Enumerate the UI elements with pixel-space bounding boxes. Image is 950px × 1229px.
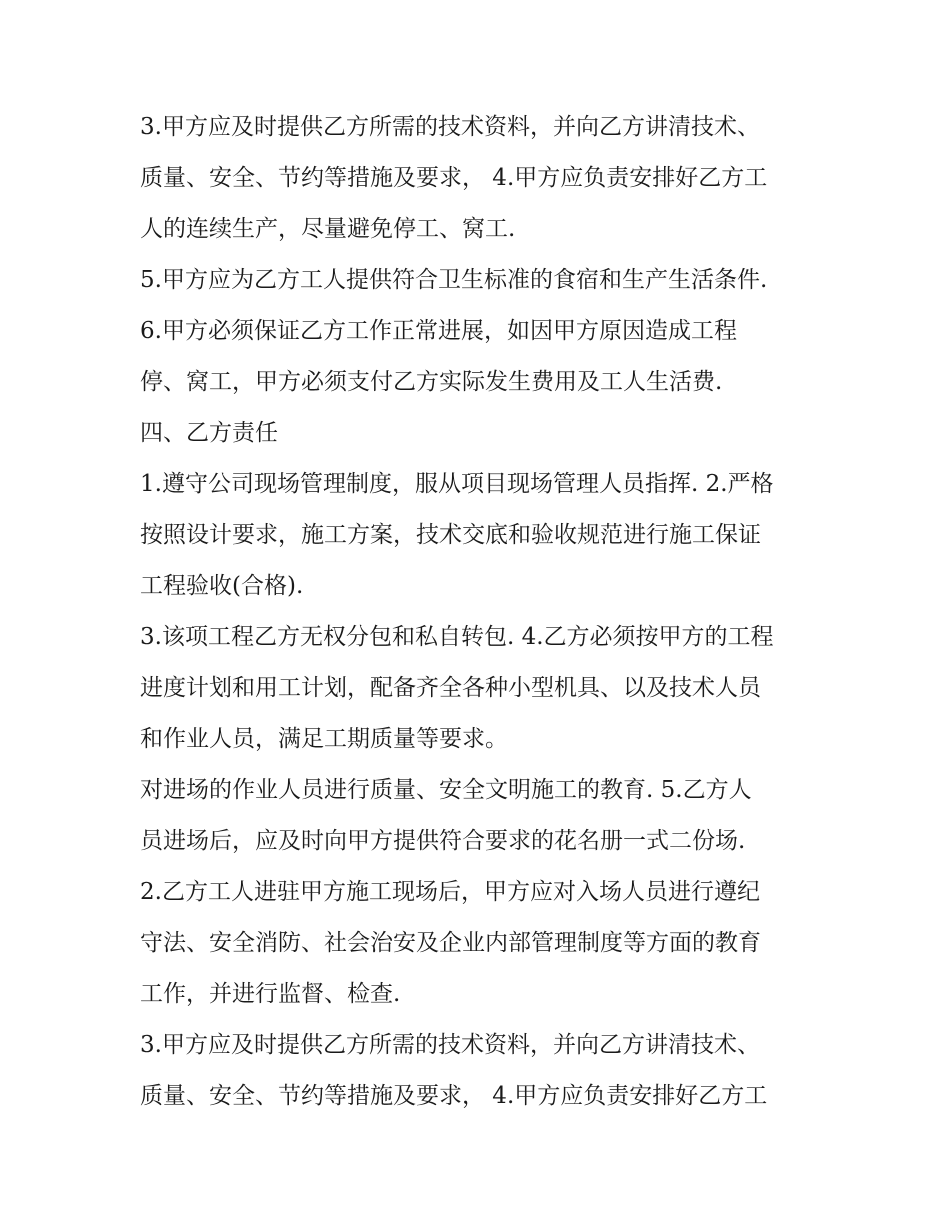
- text-line-11: 3.该项工程乙方无权分包和私自转包. 4.乙方必须按甲方的工程: [140, 624, 774, 650]
- text-line-2: 质量、安全、节约等措施及要求， 4.甲方应负责安排好乙方工: [140, 165, 768, 191]
- document-body: [140, 102, 830, 1122]
- text-line-19: 3.甲方应及时提供乙方所需的技术资料，并向乙方讲清技术、: [140, 1032, 760, 1058]
- text-line-20: 质量、安全、节约等措施及要求， 4.甲方应负责安排好乙方工: [140, 1083, 768, 1109]
- text-line-10: 工程验收(合格).: [140, 573, 304, 599]
- text-line-3: 人的连续生产，尽量避免停工、窝工.: [140, 216, 516, 242]
- text-line-18: 工作，并进行监督、检查.: [140, 981, 401, 1007]
- text-line-1: 3.甲方应及时提供乙方所需的技术资料，并向乙方讲清技术、: [140, 114, 760, 140]
- text-line-17: 守法、安全消防、社会治安及企业内部管理制度等方面的教育: [140, 930, 761, 956]
- text-line-5: 6.甲方必须保证乙方工作正常进展，如因甲方原因造成工程: [140, 318, 737, 344]
- text-line-15: 员进场后，应及时向甲方提供符合要求的花名册一式二份场.: [140, 828, 746, 854]
- text-line-14: 对进场的作业人员进行质量、安全文明施工的教育. 5.乙方人: [140, 777, 752, 803]
- text-line-6: 停、窝工，甲方必须支付乙方实际发生费用及工人生活费.: [140, 369, 723, 395]
- text-line-9: 按照设计要求，施工方案，技术交底和验收规范进行施工保证: [140, 522, 761, 548]
- section-heading: 四、乙方责任: [140, 420, 278, 446]
- text-line-8: 1.遵守公司现场管理制度，服从项目现场管理人员指挥. 2.严格: [140, 471, 774, 497]
- text-line-13: 和作业人员，满足工期质量等要求。: [140, 726, 508, 752]
- text-line-4: 5.甲方应为乙方工人提供符合卫生标准的食宿和生产生活条件.: [140, 267, 768, 293]
- text-line-16: 2.乙方工人进驻甲方施工现场后，甲方应对入场人员进行遵纪: [140, 879, 760, 905]
- text-line-12: 进度计划和用工计划，配备齐全各种小型机具、以及技术人员: [140, 675, 761, 701]
